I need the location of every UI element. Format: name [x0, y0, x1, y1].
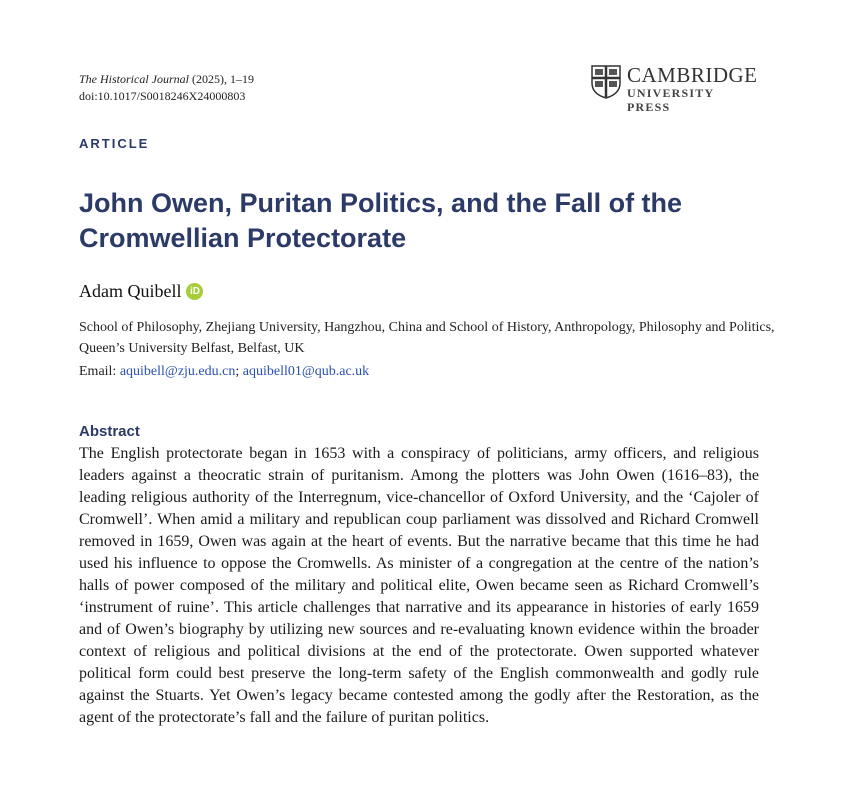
journal-line — [79, 71, 254, 88]
abstract-text: The English protectorate began in 1653 with a conspiracy of politicians, army officers, and religious leaders against a theocratic strain of puritanism. Among the plotters was John Owen (1616–83), the leading religious authority of the Interregnum, vice-chancellor of Oxford University, and the ‘Cajoler of Cromwell’. When amid a military and republican coup parliament was dissolved and Richard Cromwell removed in 1659, Owen was again at the heart of events. But the narrative became that this time he had used his influence to oppose the Cromwells. As minister of a congregation at the centre of the nation’s halls of power composed of the military and political elite, Owen became seen as Richard Cromwell’s ‘instrument of ruine’. This article challenges that narrative and its appearance in histories of early 1659 and of Owen’s biography by utilizing new sources and re-evaluating known evidence within the broader context of religious and political divisions at the end of the protectorate. Owen supported whatever political form could best preserve the long-term safety of the English commonwealth and godly rule against the Stuarts. Yet Owen’s legacy became contested among the godly after the Restoration, as the agent of the protectorate’s fall and the failure of puritan politics. — [79, 445, 759, 726]
author-name[interactable]: Adam Quibell — [79, 281, 182, 301]
journal-citation — [79, 71, 254, 105]
journal-year-pages: (2025), 1–19 — [189, 72, 254, 86]
affiliation: School of Philosophy, Zhejiang University, Hangzhou, China and School of History, Anthropology, Philosophy and Politics, Queen’s University Belfast, Belfast, UK — [79, 320, 775, 356]
email-link-qub[interactable]: aquibell01@qub.ac.uk — [242, 364, 370, 379]
author — [79, 281, 203, 302]
publisher-name-line1: CAMBRIDGE — [627, 63, 758, 87]
publisher-name — [627, 64, 761, 114]
email-line — [79, 361, 369, 382]
article-title: John Owen, Puritan Politics, and the Fall of the Cromwellian Protectorate — [79, 188, 683, 253]
email-link-zju[interactable]: aquibell@zju.edu.cn — [119, 364, 236, 379]
email-label: Email: — [79, 364, 120, 379]
cambridge-shield-icon — [591, 65, 621, 99]
email-separator: ; — [235, 364, 243, 379]
doi[interactable]: doi:10.1017/S0018246X24000803 — [79, 89, 246, 103]
orcid-icon[interactable]: iD — [186, 283, 203, 300]
journal-name: The Historical Journal — [79, 72, 189, 86]
abstract-heading: Abstract — [79, 423, 140, 440]
publisher-name-line2: UNIVERSITY PRESS — [627, 86, 714, 114]
publisher-logo — [591, 63, 761, 114]
article-type-label: ARTICLE — [79, 136, 150, 151]
